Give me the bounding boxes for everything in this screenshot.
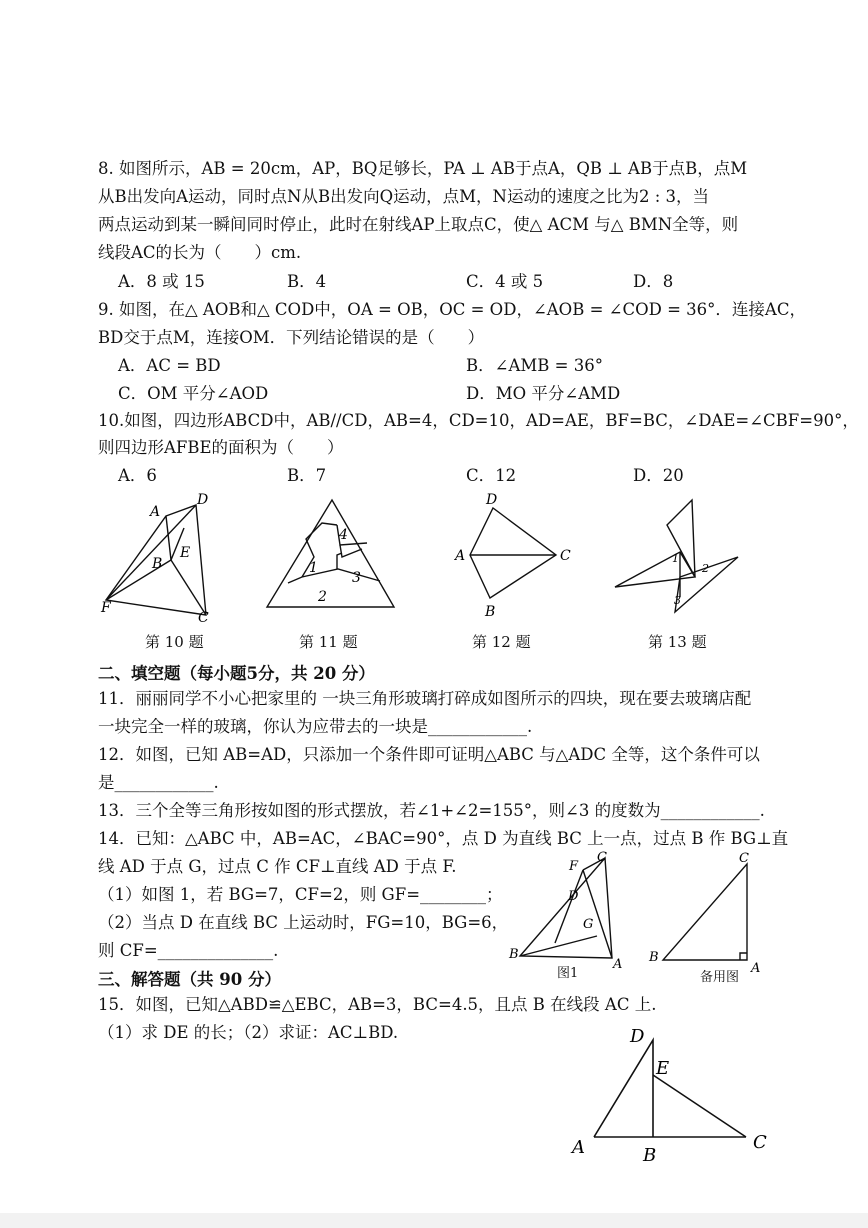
fig12-label-a: A bbox=[455, 548, 466, 564]
fig10-label-d: D bbox=[197, 492, 209, 508]
fig14-label-g: G bbox=[583, 917, 594, 932]
fig10-label-f: F bbox=[101, 600, 111, 616]
fig14-label-f: F bbox=[569, 859, 579, 874]
q8-option-c: C．4 或 5 bbox=[466, 272, 544, 291]
q8-option-b: B．4 bbox=[287, 272, 327, 291]
q9-line-1: 9. 如图，在△ AOB和△ COD中，OA = OB，OC = OD，∠AOB = ∠COD = 36°．连接AC， bbox=[98, 300, 806, 319]
fig12-label-b: B bbox=[485, 604, 496, 620]
q9-option-d: D．MO 平分∠AMD bbox=[466, 384, 621, 403]
figure-q10 bbox=[96, 488, 221, 628]
fig14-label-a: A bbox=[613, 957, 623, 972]
fig15-label-c: C bbox=[753, 1132, 767, 1153]
fig14-label-d: D bbox=[568, 889, 579, 904]
q14-line-3: （1）如图 1，若 BG=7，CF=2，则 GF=________； bbox=[98, 885, 503, 904]
caption-q11: 第 11 题 bbox=[299, 633, 358, 651]
q8-line-4: 线段AC的长为（ ）cm. bbox=[98, 243, 302, 262]
q14-line-1: 14．已知：△ABC 中，AB=AC，∠BAC=90°，点 D 为直线 BC 上一点，过点 B 作 BG⊥直 bbox=[98, 829, 789, 848]
caption-q10: 第 10 题 bbox=[145, 633, 204, 651]
q10-line-1: 10.如图，四边形ABCD中，AB//CD，AB=4，CD=10，AD=AE，BF=BC，∠DAE=∠CBF=90°， bbox=[98, 411, 859, 430]
fig14-label-b: B bbox=[509, 947, 519, 962]
fig10-label-b: B bbox=[152, 556, 163, 572]
q14-line-2: 线 AD 于点 G，过点 C 作 CF⊥直线 AD 于点 F. bbox=[98, 857, 457, 876]
fig10-label-e: E bbox=[180, 545, 191, 561]
q10-option-c: C．12 bbox=[466, 466, 517, 485]
fig15-label-e: E bbox=[656, 1058, 670, 1079]
q10-option-a: A．6 bbox=[118, 466, 157, 485]
q15-line-2: （1）求 DE 的长；（2）求证：AC⊥BD. bbox=[98, 1023, 399, 1042]
q9-option-b: B．∠AMB = 36° bbox=[466, 356, 603, 375]
figure-q14-spare bbox=[645, 848, 765, 974]
fig14-label-c: C bbox=[597, 850, 607, 865]
q8-line-1: 8. 如图所示，AB = 20cm，AP，BQ足够长，PA ⊥ AB于点A，QB ⊥ AB于点B，点M bbox=[98, 159, 748, 178]
q11-line-1: 11．丽丽同学不小心把家里的 一块三角形玻璃打碎成如图所示的四块，现在要去玻璃店配 bbox=[98, 689, 752, 708]
fig10-label-a: A bbox=[150, 504, 161, 520]
fig11-label-4: 4 bbox=[339, 527, 348, 543]
fig11-label-2: 2 bbox=[318, 589, 327, 605]
q10-option-b: B．7 bbox=[287, 466, 327, 485]
q8-line-2: 从B出发向A运动，同时点N从B出发向Q运动，点M，N运动的速度之比为2 : 3，当 bbox=[98, 187, 710, 206]
q9-option-a: A．AC = BD bbox=[118, 356, 221, 375]
q13-line-1: 13．三个全等三角形按如图的形式摆放，若∠1+∠2=155°，则∠3 的度数为____________. bbox=[98, 801, 765, 820]
caption-fig1: 图1 bbox=[557, 966, 579, 981]
fig13-label-3: 3 bbox=[674, 594, 681, 607]
figure-q15 bbox=[566, 1020, 776, 1170]
fig12-label-c: C bbox=[560, 548, 571, 564]
figure-q11 bbox=[262, 497, 397, 612]
fig12-label-d: D bbox=[486, 492, 498, 508]
fig13-label-2: 2 bbox=[702, 562, 709, 575]
q9-line-2: BD交于点M，连接OM．下列结论错误的是（ ） bbox=[98, 328, 485, 347]
page-bottom-edge bbox=[0, 1213, 868, 1228]
fig15-label-b: B bbox=[643, 1145, 657, 1166]
q14-line-4: （2）当点 D 在直线 BC 上运动时，FG=10，BG=6， bbox=[98, 913, 509, 932]
q10-option-d: D．20 bbox=[633, 466, 684, 485]
q10-line-2: 则四边形AFBE的面积为（ ） bbox=[98, 438, 344, 457]
caption-q13: 第 13 题 bbox=[648, 633, 707, 651]
fig14-spare-label-a: A bbox=[751, 961, 761, 974]
q12-line-1: 12．如图，已知 AB=AD，只添加一个条件即可证明△ABC 与△ADC 全等，这个条件可以 bbox=[98, 745, 760, 764]
q8-option-d: D．8 bbox=[633, 272, 674, 291]
caption-spare: 备用图 bbox=[700, 970, 740, 985]
q12-line-2: 是____________. bbox=[98, 773, 219, 792]
section-solve-heading: 三、解答题（共 90 分） bbox=[98, 970, 281, 989]
fig11-label-3: 3 bbox=[352, 570, 361, 586]
section-fill-in-heading: 二、填空题（每小题5分，共 20 分） bbox=[98, 664, 375, 683]
fig10-label-c: C bbox=[198, 610, 209, 626]
q11-line-2: 一块完全一样的玻璃，你认为应带去的一块是____________. bbox=[98, 717, 533, 736]
q14-line-5: 则 CF=______________. bbox=[98, 941, 279, 960]
fig14-spare-label-b: B bbox=[649, 950, 659, 965]
fig14-spare-label-c: C bbox=[739, 851, 749, 866]
fig11-label-1: 1 bbox=[309, 560, 318, 576]
caption-q12: 第 12 题 bbox=[472, 633, 531, 651]
q9-option-c: C．OM 平分∠AOD bbox=[118, 384, 269, 403]
q8-option-a: A．8 或 15 bbox=[118, 272, 205, 291]
q15-line-1: 15．如图，已知△ABD≌△EBC，AB=3，BC=4.5，且点 B 在线段 AC 上. bbox=[98, 995, 657, 1014]
figure-q12 bbox=[448, 490, 578, 620]
q8-line-3: 两点运动到某一瞬间同时停止，此时在射线AP上取点C，使△ ACM 与△ BMN全等，则 bbox=[98, 215, 739, 234]
fig15-label-d: D bbox=[630, 1026, 645, 1047]
fig13-label-1: 1 bbox=[672, 552, 679, 565]
figure-q13 bbox=[610, 492, 750, 622]
fig15-label-a: A bbox=[572, 1137, 585, 1158]
figure-q14-1 bbox=[505, 848, 635, 974]
